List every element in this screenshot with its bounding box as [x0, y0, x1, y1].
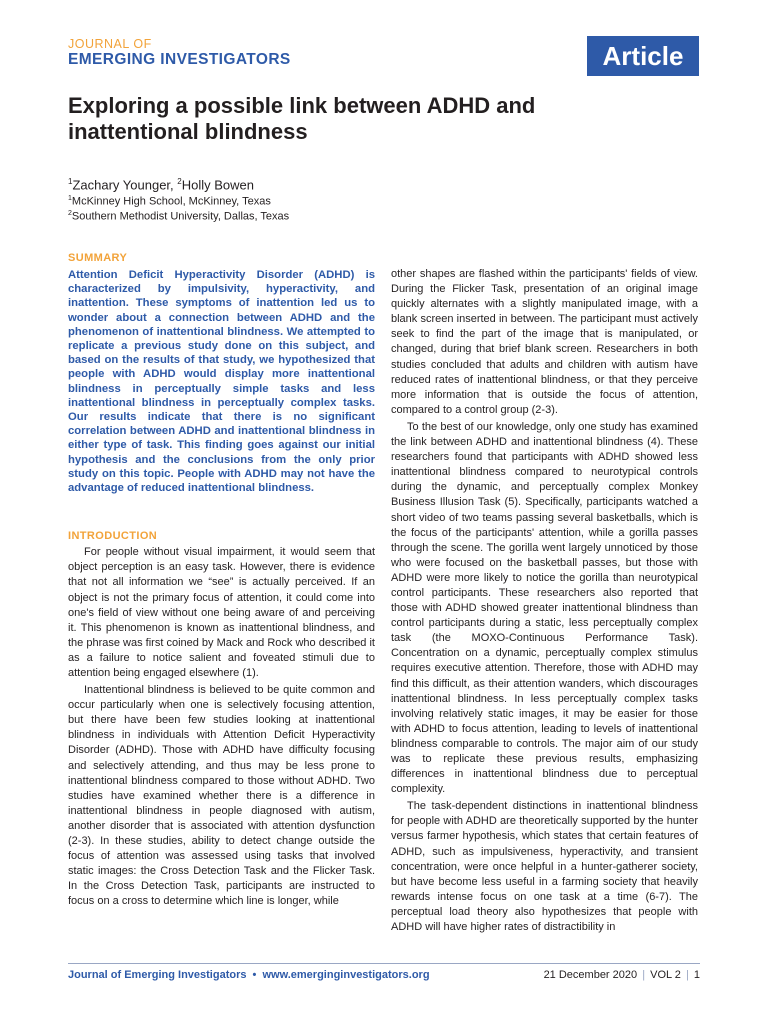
journal-logo-small: JOURNAL OF	[68, 37, 152, 51]
intro-paragraph-5: The task-dependent distinctions in inattentional blindness for people with ADHD are theoretically supported by the hunter versus farmer hypothesis, which states that certain features of ADHD, such as impulsiveness, hyperactivity, and transient concentration, were once helpful in a hunter-gatherer society, but have become less useful in a farming society that heavily rewards intense focus on one task at a time (6-7). The perceptual load theory also hypothesizes that people with ADHD will have higher rates of distractibility in	[391, 800, 698, 934]
footer-divider	[68, 963, 700, 964]
article-title: Exploring a possible link between ADHD and inattentional blindness	[68, 93, 536, 144]
summary-heading: SUMMARY	[68, 252, 128, 264]
footer-page-number: 1	[693, 969, 700, 981]
affiliation-2-superscript: 2	[68, 210, 72, 217]
affiliation-1-text: McKinney High School, McKinney, Texas	[71, 195, 271, 208]
footer-journal-name: Journal of Emerging Investigators	[68, 969, 247, 981]
author-2-superscript: 2	[177, 177, 182, 186]
intro-paragraph-2: Inattentional blindness is believed to be quite common and occur particularly when one is selectively focusing attention, but there have been few studies looking at inattentional blindness in individuals with Attention Deficit Hyperactivity Disorder (ADHD). Those with ADHD have difficulty focusing and selectively attending, and thus may be less prone to inattentional blindness compared to those without ADHD. Two studies have examined whether there is a difference in inattentional blindness in people diagnosed with autism, another disorder that is associated with attention dysfunction (2-3). In these studies, ability to detect change outside the focus of attention was assessed using tasks that involved static images: the Cross Detection Task and the Flicker Task. In the Cross Detection Task, participants are instructed to focus on a cross to determine which line is longer, while	[68, 684, 375, 908]
journal-logo	[68, 37, 291, 69]
summary-body: Attention Deficit Hyperactivity Disorder (ADHD) is characterized by impulsivity, hyperactivity, and inattention. These symptoms of inattention led us to wonder about a connection between ADHD and the phenomenon of inattentional blindness. We attempted to replicate a previous study done on this subject, and based on the results of that study, we hypothesized that people with ADHD would display more inattentional blindness in perceptually simple tasks and less inattentional blindness in perceptually complex tasks. Our results indicate that there is no significant correlation between ADHD and inattentional blindness in either type of task. This finding goes against our initial hypothesis and the conclusions from the only prior study on this topic. People with ADHD may not have the advantage of reduced inattentional blindness.	[68, 269, 375, 495]
footer-meta	[544, 968, 700, 982]
affiliation-1-superscript: 1	[68, 195, 72, 202]
author-1-name: Zachary Younger,	[72, 177, 178, 193]
article-type-badge: Article	[587, 36, 699, 76]
author-2-name: Holly Bowen	[181, 177, 254, 193]
right-column	[391, 267, 698, 935]
intro-paragraph-3: other shapes are flashed within the participants' fields of view. During the Flicker Task, presentation of an original image quickly alternates with a slightly manipulated image, with a blank screen inserted in between. The participant must actively seek to find the part of the image that is manipulated, or changed, during that brief blank screen. Researchers in both studies concluded that adults and children with autism have reduced rates of inattentional blindness, or that they perceive more information that is outside the focus of attention, compared to a control group (2-3).	[391, 268, 698, 416]
left-column	[68, 252, 375, 910]
intro-paragraph-1: For people without visual impairment, it would seem that object perception is an easy task. However, there is evidence that not all information we “see” is actually perceived. If an object is not the primary focus of attention, it could come into one's field of view without one being aware of and perceiving it. This phenomenon is known as inattentional blindness, and the phrase was first coined by Mack and Rock who described it as a failure to notice salient and foveated stimuli due to attention being engaged elsewhere (1).	[68, 546, 375, 679]
affiliation-2	[68, 207, 289, 224]
journal-logo-big: EMERGING INVESTIGATORS	[68, 51, 291, 68]
affiliation-2-text: Southern Methodist University, Dallas, Texas	[71, 210, 290, 223]
footer-volume: VOL 2	[650, 969, 681, 981]
footer-separator-1: |	[642, 969, 646, 981]
footer-date: 21 December 2020	[543, 969, 638, 981]
footer-journal	[68, 968, 430, 982]
footer-website-link[interactable]: www.emerginginvestigators.org	[262, 969, 430, 981]
intro-paragraph-4: To the best of our knowledge, only one study has examined the link between ADHD and inattentional blindness (4). These researchers found that participants with ADHD showed less inattentional blindness compared to neurotypical controls during the dynamic, and perceptually complex Monkey Business Illusion Task (5). Specifically, participants watched a short video of two teams passing several basketballs, which is the focus of the participants' attention, while a gorilla passes through the scene. The gorilla went largely unnoticed by those who were focused on the basketball passes, but those with ADHD were more likely to notice the gorilla than neurotypical control participants. These researchers also reported that those with ADHD showed greater inattentional blindness than control participants during a static, less perceptually complex task (the MOXO-Continuous Performance Task). Concentration on a dynamic, perceptually complex stimulus requires executive attention. Therefore, those with ADHD may find this difficult, as their attention wanders, which discourages inattentional blindness. In less perceptually complex tasks involving relatively static images, it may be easier for those with ADHD to focus attention, leading to levels of inattentional blindness comparable to controls. The major aim of our study was to replicate these previous results, emphasizing differences in inattentional blindness due to perceptual complexity.	[391, 420, 698, 796]
footer-bullet: •	[252, 969, 257, 981]
footer-separator-2: |	[685, 969, 689, 981]
introduction-heading: INTRODUCTION	[68, 530, 158, 543]
author-1-superscript: 1	[68, 177, 73, 186]
author-line	[68, 174, 254, 192]
